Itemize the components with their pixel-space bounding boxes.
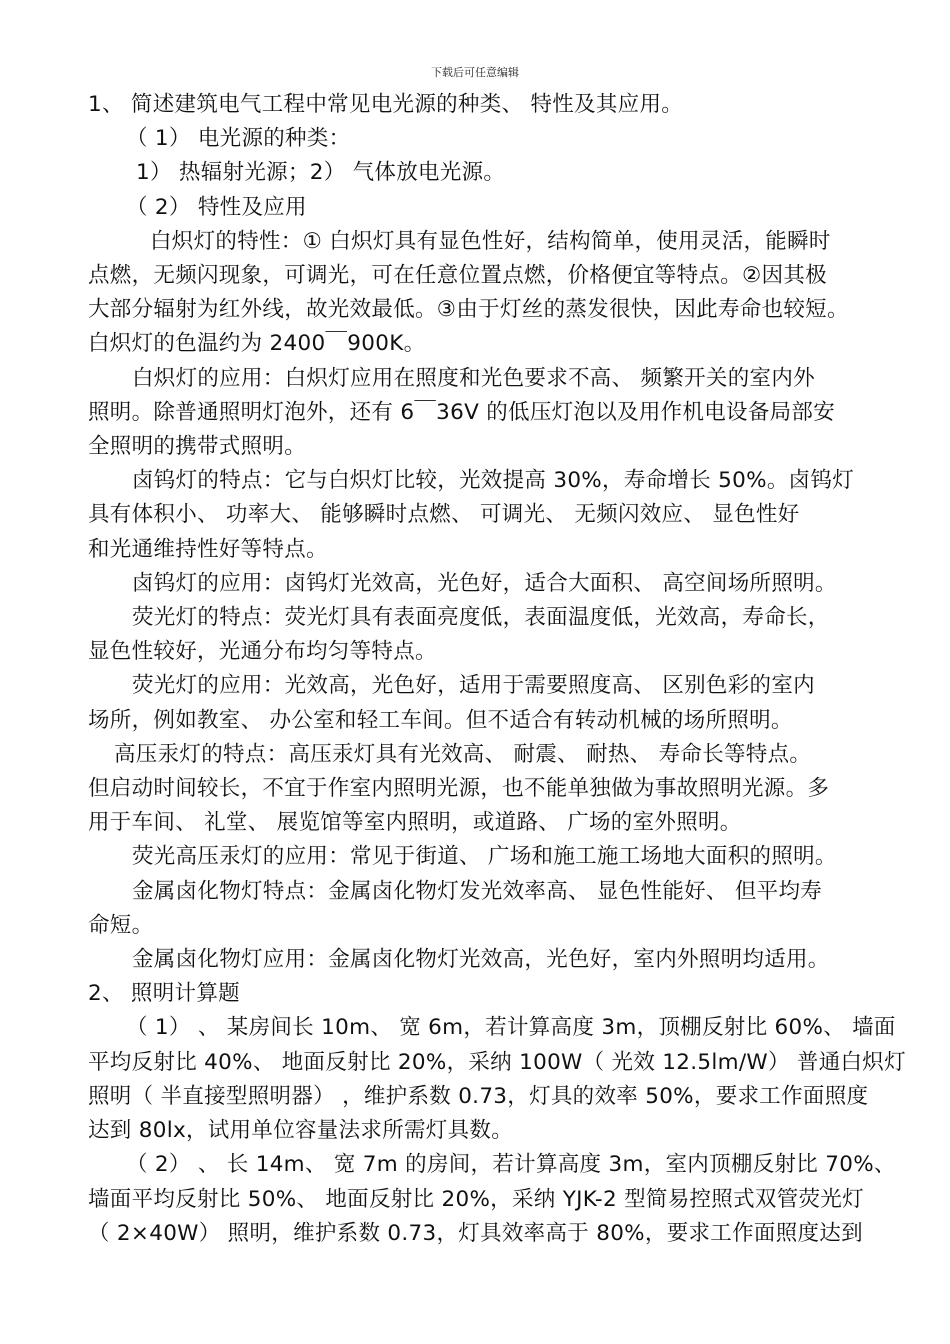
paragraph-line: 金属卤化物灯应用：金属卤化物灯光效高，光色好，室内外照明均适用。 <box>132 947 830 973</box>
paragraph-line: 墙面平均反射比 50%、 地面反射比 20%，采纳 YJK-2 型简易控照式双管荧光灯 <box>88 1186 864 1212</box>
paragraph-line: 达到 80lx，试用单位容量法求所需灯具数。 <box>88 1118 513 1144</box>
paragraph-line: 高压汞灯的特点：高压汞灯具有光效高、 耐震、 耐热、 寿命长等特点。 <box>114 741 812 767</box>
paragraph-line: 荧光灯的应用：光效高，光色好，适用于需要照度高、 区别色彩的室内 <box>132 673 815 699</box>
paragraph-line: 照明。除普通照明灯泡外，还有 6￣36V 的低压灯泡以及用作机电设备局部安 <box>88 399 836 425</box>
paragraph-line: 和光通维持性好等特点。 <box>88 536 328 562</box>
paragraph-line: 用于车间、 礼堂、 展览馆等室内照明，或道路、 广场的室外照明。 <box>88 810 742 836</box>
paragraph-line: 场所，例如教室、 办公室和轻工车间。但不适合有转动机械的场所照明。 <box>88 707 793 733</box>
paragraph-line: 金属卤化物灯特点：金属卤化物灯发光效率高、 显色性能好、 但平均寿 <box>132 878 823 904</box>
paragraph-line: （ 2×40W） 照明，维护系数 0.73，灯具效率高于 80%，要求工作面照度达到 <box>88 1220 863 1246</box>
paragraph-line: 全照明的携带式照明。 <box>88 434 307 460</box>
paragraph-line: 但启动时间较长，不宜于作室内照明光源，也不能单独做为事故照明光源。多 <box>88 776 830 802</box>
paragraph-line: 白炽灯的色温约为 2400￣900K。 <box>88 331 426 357</box>
paragraph-line: 平均反射比 40%、 地面反射比 20%，采纳 100W（ 光效 12.5lm/W） 普通白炽灯 <box>88 1049 906 1075</box>
paragraph-line: （ 1） 、 某房间长 10m、 宽 6m，若计算高度 3m，顶棚反射比 60%、 墙面 <box>126 1015 896 1041</box>
paragraph-line: 白炽灯的特性：① 白炽灯具有显色性好，结构简单，使用灵活，能瞬时 <box>150 228 831 254</box>
paragraph-line: 大部分辐射为红外线，故光效最低。③由于灯丝的蒸发很快，因此寿命也较短。 <box>88 297 849 323</box>
page-header-note: 下载后可任意编辑 <box>431 66 519 79</box>
paragraph-line: （ 2） 、 长 14m、 宽 7m 的房间，若计算高度 3m，室内顶棚反射比 70%、 <box>126 1152 896 1178</box>
question-1-title: 1、 简述建筑电气工程中常见电光源的种类、 特性及其应用。 <box>88 92 684 117</box>
section-heading: （ 1） 电光源的种类： <box>126 126 351 152</box>
paragraph-line: 卤钨灯的特点：它与白炽灯比较，光效提高 30%，寿命增长 50%。卤钨灯 <box>132 468 855 494</box>
paragraph-line: 1） 热辐射光源；2） 气体放电光源。 <box>136 160 506 186</box>
paragraph-line: 显色性较好，光通分布均匀等特点。 <box>88 639 437 665</box>
document-body <box>88 88 906 1251</box>
paragraph-line: 命短。 <box>88 912 154 938</box>
paragraph-line: 照明（ 半直接型照明器） ，维护系数 0.73，灯具的效率 50%，要求工作面照度 <box>88 1083 869 1109</box>
paragraph-line: 白炽灯的应用：白炽灯应用在照度和光色要求不高、 频繁开关的室内外 <box>132 365 815 391</box>
paragraph-line: 荧光高压汞灯的应用：常见于街道、 广场和施工施工场地大面积的照明。 <box>132 844 837 870</box>
paragraph-line: 具有体积小、 功率大、 能够瞬时点燃、 可调光、 无频闪效应、 显色性好 <box>88 502 800 528</box>
paragraph-line: 卤钨灯的应用：卤钨灯光效高，光色好，适合大面积、 高空间场所照明。 <box>132 570 837 596</box>
section-heading: （ 2） 特性及应用 <box>126 194 307 220</box>
paragraph-line: 荧光灯的特点：荧光灯具有表面亮度低，表面温度低，光效高，寿命长， <box>132 605 830 631</box>
question-2-title: 2、 照明计算题 <box>88 981 240 1007</box>
paragraph-line: 点燃，无频闪现象，可调光，可在任意位置点燃，价格便宜等特点。②因其极 <box>88 263 827 289</box>
